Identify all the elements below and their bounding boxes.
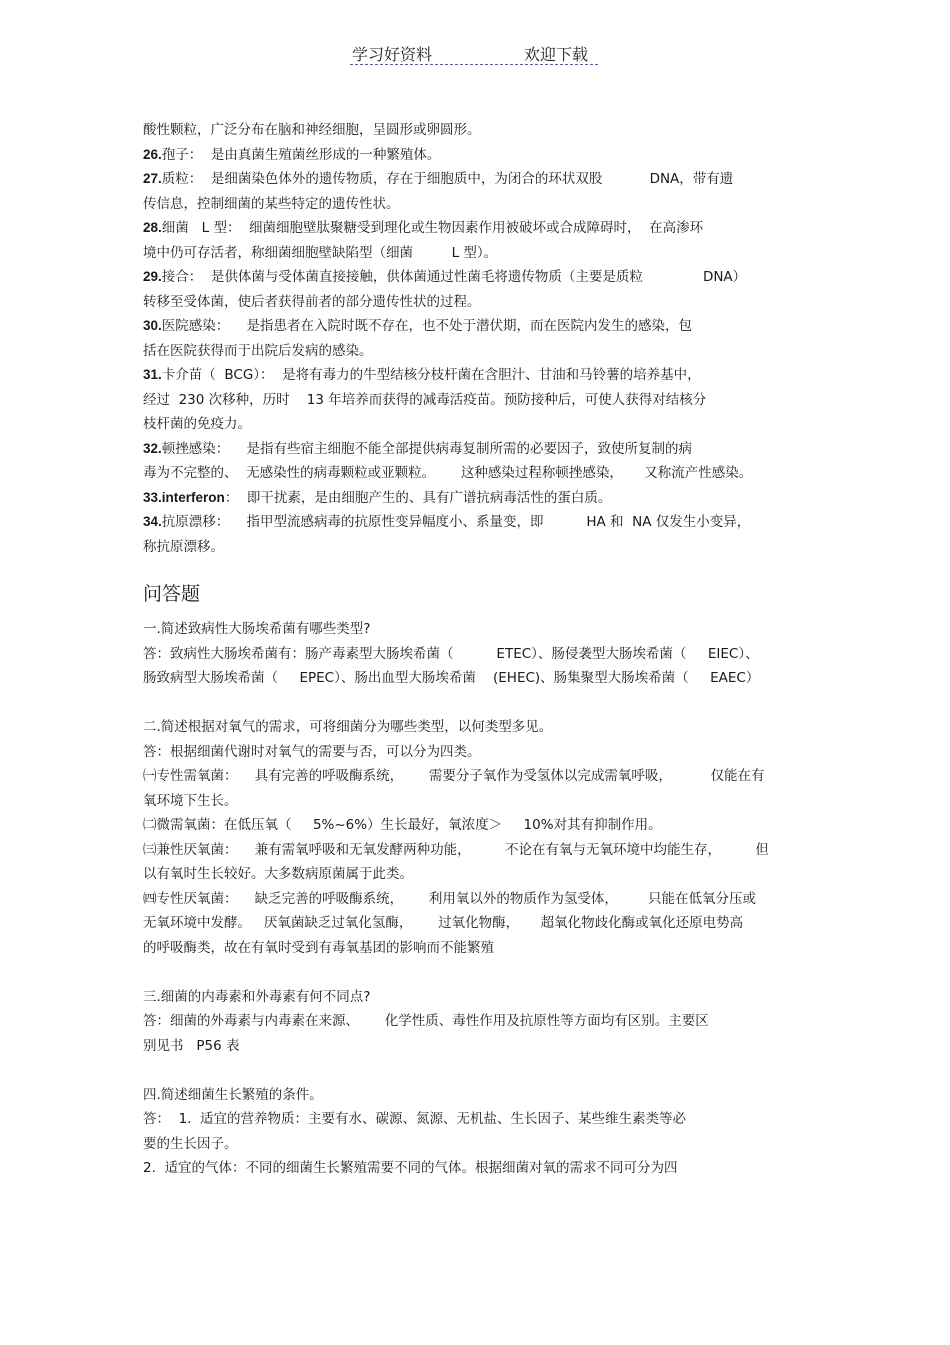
text-line — [143, 388, 813, 413]
text-line: ㈡微需氧菌：在低压氧（ 5%~6%）生长最好，氧浓度＞ 10%对其有抑制作用。 — [143, 817, 662, 833]
text-line: 答：致病性大肠埃希菌有：肠产毒素型大肠埃希菌（ ETEC）、肠侵袭型大肠埃希菌（ EIEC）、 — [143, 645, 759, 662]
line-text: 抗原漂移： 指甲型流感病毒的抗原性变异幅度小、系量变，即 HA 和 NA 仅发生小变异， — [161, 514, 751, 530]
text-line: 四.简述细菌生长繁殖的条件。 — [143, 1086, 323, 1103]
section-title: 问答题 — [143, 583, 201, 605]
question-item — [143, 1083, 813, 1181]
text-line — [143, 192, 813, 217]
text-line — [143, 412, 813, 437]
line-text: 孢子： 是由真菌生殖菌丝形成的一种繁殖体。 — [161, 146, 441, 163]
text-line: 三.细菌的内毒素和外毒素有何不同点? — [143, 988, 371, 1005]
text-line — [143, 486, 813, 511]
paragraph-gap — [143, 1058, 813, 1083]
text-line: 氧环境下生长。 — [143, 792, 238, 809]
definition-number: 29. — [143, 269, 162, 284]
line-text: 接合： 是供体菌与受体菌直接接触，供体菌通过性菌毛将遗传物质（主要是质粒 DNA） — [161, 269, 747, 285]
text-line: 2. 适宜的气体：不同的细菌生长繁殖需要不同的气体。根据细菌对氧的需求不同可分为四 — [143, 1160, 678, 1176]
question-item — [143, 715, 813, 960]
text-line: 二.简述根据对氧气的需求，可将细菌分为哪些类型，以何类型多见。 — [143, 719, 553, 735]
text-line: 以有氧时生长较好。大多数病原菌属于此类。 — [143, 866, 413, 882]
line-text: 括在医院获得而于出院后发病的感染。 — [143, 342, 373, 359]
definition-item — [143, 118, 813, 143]
line-text: 境中仍可存活者，称细菌细胞壁缺陷型（细菌 L 型）。 — [143, 244, 498, 261]
text-line — [143, 290, 813, 315]
line-text: 卡介苗（ BCG）： 是将有毒力的牛型结核分枝杆菌在含胆汁、甘油和马铃薯的培养基中， — [161, 367, 701, 383]
definition-number: 31. — [143, 367, 162, 382]
document-body — [143, 118, 813, 1181]
definition-item — [143, 167, 813, 216]
text-line — [143, 461, 813, 486]
page-header — [350, 42, 598, 65]
definition-item — [143, 437, 813, 486]
text-line: ㈣专性厌氧菌： 缺乏完善的呼吸酶系统， 利用氧以外的物质作为氢受体， 只能在低氧分压或 — [143, 890, 756, 907]
definition-item — [143, 216, 813, 265]
definition-item — [143, 143, 813, 168]
definition-item — [143, 314, 813, 363]
definition-number: 27. — [143, 171, 162, 186]
paragraph-gap — [143, 691, 813, 716]
definition-number: 26. — [143, 146, 162, 162]
definition-number: 32. — [143, 440, 162, 456]
line-text: 质粒： 是细菌染色体外的遗传物质，存在于细胞质中，为闭合的环状双股 DNA，带有遗 — [161, 171, 734, 187]
text-line — [143, 510, 813, 535]
header-right-text: 欢迎下载 — [524, 45, 589, 64]
question-item — [143, 617, 813, 691]
text-line — [143, 437, 813, 462]
text-line: 别见书 P56 表 — [143, 1037, 240, 1054]
question-item — [143, 985, 813, 1059]
text-line — [143, 265, 813, 290]
line-text: ： 即干扰素，是由细胞产生的、具有广谱抗病毒活性的蛋白质。 — [224, 489, 612, 506]
text-line: ㈠专性需氧菌： 具有完善的呼吸酶系统， 需要分子氧作为受氢体以完成需氧呼吸， 仅能在有 — [143, 768, 765, 784]
definition-item — [143, 510, 813, 559]
text-line — [143, 535, 813, 560]
definition-number: 34. — [143, 514, 162, 529]
text-line — [143, 314, 813, 339]
definition-item — [143, 486, 813, 511]
text-line: 的呼吸酶类，故在有氧时受到有毒氧基团的影响而不能繁殖 — [143, 939, 494, 956]
line-text: 称抗原漂移。 — [143, 538, 224, 555]
text-line: 答：根据细菌代谢时对氧气的需要与否，可以分为四类。 — [143, 743, 481, 760]
line-text: 顿挫感染： 是指有些宿主细胞不能全部提供病毒复制所需的必要因子，致使所复制的病 — [161, 440, 692, 457]
definition-number: 28. — [143, 220, 162, 235]
line-text: 枝杆菌的免疫力。 — [143, 416, 251, 432]
definition-item — [143, 265, 813, 314]
paragraph-gap — [143, 960, 813, 985]
line-text: 经过 230 次移种，历时 13 年培养而获得的减毒活疫苗。预防接种后，可使人获得对结核分 — [143, 391, 707, 408]
text-line: 肠致病型大肠埃希菌（ EPEC）、肠出血型大肠埃希菌 (EHEC)、肠集聚型大肠埃希菌（ EAEC） — [143, 670, 760, 686]
text-line — [143, 118, 813, 143]
text-line — [143, 167, 813, 192]
line-text: 毒为不完整的、 无感染性的病毒颗粒或亚颗粒。 这种感染过程称顿挫感染， 又称流产性感染。 — [143, 465, 753, 481]
line-text: 医院感染： 是指患者在入院时既不存在，也不处于潜伏期，而在医院内发生的感染，包 — [161, 318, 692, 334]
line-text: 酸性颗粒，广泛分布在脑和神经细胞，呈圆形或卵圆形。 — [143, 122, 481, 138]
header-left-text: 学习好资料 — [352, 45, 433, 64]
text-line — [143, 241, 813, 266]
text-line: 一.简述致病性大肠埃希菌有哪些类型? — [143, 621, 371, 637]
line-text: 传信息，控制细菌的某些特定的遗传性状。 — [143, 195, 400, 212]
text-line — [143, 363, 813, 388]
text-line — [143, 339, 813, 364]
line-text: 转移至受体菌，使后者获得前者的部分遗传性状的过程。 — [143, 293, 481, 310]
text-line: 无氧环境中发酵。 厌氧菌缺乏过氧化氢酶， 过氧化物酶， 超氧化物歧化酶或氧化还原电势高 — [143, 915, 744, 931]
text-line: 答： 1. 适宜的营养物质：主要有水、碳源、氮源、无机盐、生长因子、某些维生素类等必 — [143, 1111, 687, 1127]
text-line: 答：细菌的外毒素与内毒素在来源、 化学性质、毒性作用及抗原性等方面均有区别。主要区 — [143, 1013, 709, 1029]
text-line: ㈢兼性厌氧菌： 兼有需氧呼吸和无氧发酵两种功能， 不论在有氧与无氧环境中均能生存， 但 — [143, 841, 769, 858]
text-line: 要的生长因子。 — [143, 1135, 238, 1152]
definition-number: 30. — [143, 318, 162, 333]
line-text: 细菌 L 型： 细菌细胞壁肽聚糖受到理化或生物因素作用被破坏或合成障碍时， 在高渗环 — [161, 220, 704, 236]
text-line — [143, 216, 813, 241]
definition-number: 33.interferon — [143, 489, 225, 505]
definition-item — [143, 363, 813, 437]
text-line — [143, 143, 813, 168]
